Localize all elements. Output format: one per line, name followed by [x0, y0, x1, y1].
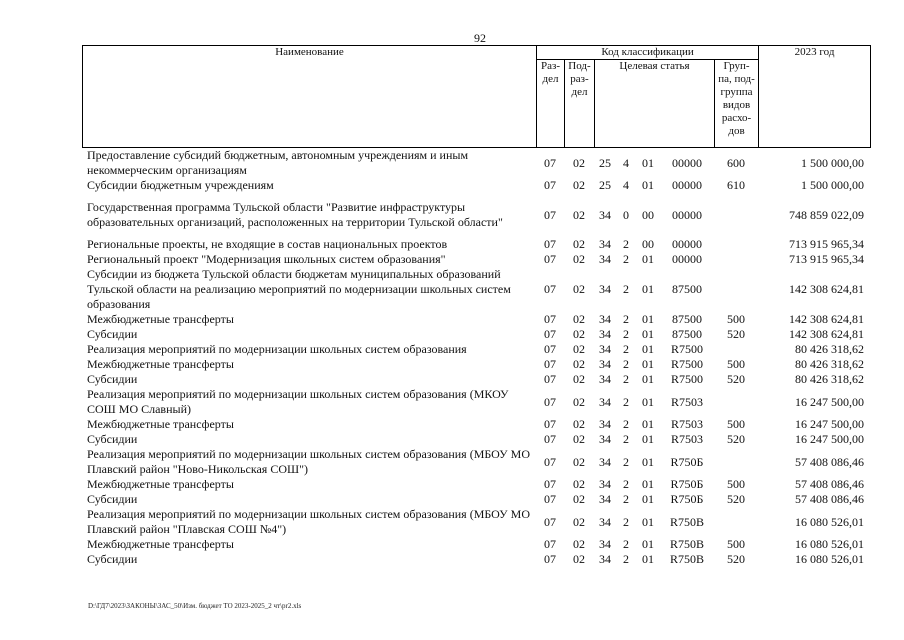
header-podrazdel: Под- раз- дел: [565, 60, 595, 148]
cell-pr: 02: [573, 312, 585, 326]
cell-c1: 25: [599, 155, 611, 170]
cell-pr: 02: [573, 357, 585, 371]
cell-pr: 02: [573, 514, 585, 529]
cell-c4: R750Б: [670, 492, 704, 506]
cell-c4: 00000: [672, 155, 702, 170]
cell-c4: R7500: [670, 372, 703, 386]
table-header: [82, 45, 871, 148]
cell-sum: 57 408 086,46: [795, 492, 864, 506]
cell-vr: 500: [727, 357, 745, 371]
cell-vr: 600: [727, 155, 745, 170]
cell-sum: 142 308 624,81: [789, 312, 864, 326]
cell-c1: 34: [599, 207, 611, 222]
cell-c3: 01: [642, 417, 654, 431]
cell-sum: 713 915 965,34: [789, 237, 864, 251]
cell-c4: R7500: [670, 342, 703, 356]
cell-c3: 01: [642, 342, 654, 356]
cell-c1: 34: [599, 432, 611, 446]
cell-c2: 0: [623, 207, 629, 222]
cell-name: Реализация мероприятий по модернизации школьных систем образования: [87, 342, 467, 356]
cell-vr: 500: [727, 417, 745, 431]
cell-c3: 01: [642, 282, 654, 296]
cell-c3: 00: [642, 237, 654, 251]
cell-pr: 02: [573, 282, 585, 296]
table-row: [82, 357, 870, 372]
cell-name: Межбюджетные трансферты: [87, 312, 234, 326]
cell-c1: 34: [599, 552, 611, 566]
cell-c2: 4: [623, 155, 629, 170]
cell-c3: 01: [642, 372, 654, 386]
cell-c4: 00000: [672, 207, 702, 222]
cell-rz: 07: [544, 432, 556, 446]
table-row: [82, 312, 870, 327]
cell-c3: 01: [642, 327, 654, 341]
cell-c3: 01: [642, 312, 654, 326]
cell-pr: 02: [573, 155, 585, 170]
cell-vr: 520: [727, 432, 745, 446]
table-row: [82, 193, 870, 237]
table-row: [82, 417, 870, 432]
table-row: [82, 537, 870, 552]
cell-c3: 01: [642, 454, 654, 469]
cell-vr: 500: [727, 477, 745, 491]
cell-sum: 16 247 500,00: [795, 417, 864, 431]
cell-c3: 00: [642, 207, 654, 222]
cell-pr: 02: [573, 537, 585, 551]
cell-c4: 87500: [672, 282, 702, 296]
cell-c1: 34: [599, 342, 611, 356]
cell-name: Региональный проект "Модернизация школьных систем образования": [87, 252, 446, 266]
cell-pr: 02: [573, 237, 585, 251]
cell-c4: R750Б: [670, 477, 704, 491]
cell-rz: 07: [544, 537, 556, 551]
cell-c4: R750В: [669, 514, 704, 529]
cell-c4: R7500: [670, 357, 703, 371]
cell-pr: 02: [573, 417, 585, 431]
cell-c1: 34: [599, 312, 611, 326]
cell-c2: 2: [623, 537, 629, 551]
cell-name: Субсидии: [87, 432, 138, 446]
cell-vr: 520: [727, 327, 745, 341]
cell-name: Региональные проекты, не входящие в состав национальных проектов: [87, 237, 448, 251]
cell-c2: 2: [623, 552, 629, 566]
table-row: [82, 178, 870, 193]
cell-c1: 34: [599, 282, 611, 296]
cell-pr: 02: [573, 477, 585, 491]
cell-c1: 25: [599, 178, 611, 192]
cell-rz: 07: [544, 342, 556, 356]
header-target: Целевая статья: [595, 60, 715, 148]
cell-sum: 80 426 318,62: [795, 342, 864, 356]
cell-rz: 07: [544, 357, 556, 371]
cell-c2: 2: [623, 394, 629, 409]
table-row: [82, 267, 870, 312]
cell-rz: 07: [544, 492, 556, 506]
cell-rz: 07: [544, 552, 556, 566]
cell-c2: 2: [623, 454, 629, 469]
cell-rz: 07: [544, 372, 556, 386]
cell-vr: [714, 342, 758, 357]
cell-vr: 500: [727, 312, 745, 326]
cell-name: Субсидии: [87, 552, 138, 566]
cell-rz: 07: [544, 454, 556, 469]
cell-pr: 02: [573, 342, 585, 356]
cell-c1: 34: [599, 394, 611, 409]
file-path-footer: D:\ГД7\2023\ЗАКОНЫ\ЗАС_50\Изм. бюджет ТО 2023-2025_2 чт\pr2.xls: [88, 602, 302, 610]
cell-c4: 00000: [672, 237, 702, 251]
page-number: 92: [474, 31, 486, 45]
cell-pr: 02: [573, 432, 585, 446]
table-row: [82, 148, 870, 178]
cell-name: Субсидии бюджетным учреждениям: [87, 178, 274, 192]
header-name: Наименование: [83, 46, 537, 148]
cell-c2: 2: [623, 477, 629, 491]
cell-rz: 07: [544, 155, 556, 170]
cell-c1: 34: [599, 492, 611, 506]
cell-sum: 57 408 086,46: [795, 477, 864, 491]
cell-c1: 34: [599, 454, 611, 469]
cell-c3: 01: [642, 357, 654, 371]
cell-c2: 2: [623, 417, 629, 431]
cell-name: Межбюджетные трансферты: [87, 537, 234, 551]
cell-sum: 80 426 318,62: [795, 357, 864, 371]
cell-rz: 07: [544, 282, 556, 296]
cell-vr: 500: [727, 537, 745, 551]
cell-rz: 07: [544, 477, 556, 491]
cell-rz: 07: [544, 207, 556, 222]
cell-sum: 142 308 624,81: [789, 282, 864, 296]
cell-vr: [714, 193, 758, 237]
cell-c3: 01: [642, 477, 654, 491]
cell-c4: R750Б: [670, 454, 704, 469]
cell-c1: 34: [599, 357, 611, 371]
cell-rz: 07: [544, 514, 556, 529]
cell-sum: 57 408 086,46: [795, 454, 864, 469]
cell-c3: 01: [642, 552, 654, 566]
cell-name: Межбюджетные трансферты: [87, 417, 234, 431]
cell-c2: 2: [623, 252, 629, 266]
cell-c2: 2: [623, 492, 629, 506]
cell-c3: 01: [642, 492, 654, 506]
cell-pr: 02: [573, 372, 585, 386]
table-row: [82, 492, 870, 507]
table-row: [82, 372, 870, 387]
cell-pr: 02: [573, 492, 585, 506]
cell-rz: 07: [544, 327, 556, 341]
cell-c1: 34: [599, 537, 611, 551]
cell-sum: 16 247 500,00: [795, 432, 864, 446]
cell-pr: 02: [573, 394, 585, 409]
cell-c3: 01: [642, 432, 654, 446]
cell-c1: 34: [599, 372, 611, 386]
cell-rz: 07: [544, 237, 556, 251]
cell-c1: 34: [599, 514, 611, 529]
cell-name: Реализация мероприятий по модернизации школьных систем образования (МБОУ МО Плавский район "Ново-Никольская СОШ"): [87, 447, 530, 476]
cell-c4: R7503: [670, 394, 703, 409]
cell-sum: 16 080 526,01: [795, 514, 864, 529]
cell-c2: 2: [623, 357, 629, 371]
table-row: [82, 552, 870, 567]
cell-c4: 00000: [672, 252, 702, 266]
cell-c2: 2: [623, 237, 629, 251]
cell-c3: 01: [642, 537, 654, 551]
table-row: [82, 447, 870, 477]
table-row: [82, 432, 870, 447]
table-row: [82, 477, 870, 492]
cell-c2: 2: [623, 282, 629, 296]
cell-c4: 00000: [672, 178, 702, 192]
table-row: [82, 507, 870, 537]
cell-sum: 16 247 500,00: [795, 394, 864, 409]
cell-vr: 520: [727, 492, 745, 506]
cell-c1: 34: [599, 417, 611, 431]
cell-vr: 610: [727, 178, 745, 192]
header-group: Груп- па, под- группа видов расхо- дов: [715, 60, 759, 148]
table-row: [82, 237, 870, 252]
cell-vr: 520: [727, 552, 745, 566]
cell-name: Субсидии из бюджета Тульской области бюджетам муниципальных образований Тульской области на реализацию мероприятий по модернизации школьных систем образования: [87, 267, 511, 311]
cell-vr: [714, 267, 758, 312]
table-row: [82, 252, 870, 267]
cell-pr: 02: [573, 207, 585, 222]
cell-c3: 01: [642, 252, 654, 266]
cell-c2: 2: [623, 327, 629, 341]
cell-pr: 02: [573, 327, 585, 341]
cell-c3: 01: [642, 178, 654, 192]
cell-rz: 07: [544, 312, 556, 326]
cell-c2: 2: [623, 372, 629, 386]
header-code-group: Код классификации: [537, 46, 759, 60]
cell-sum: 80 426 318,62: [795, 372, 864, 386]
table-row: [82, 387, 870, 417]
cell-c4: R7503: [670, 417, 703, 431]
cell-c2: 2: [623, 514, 629, 529]
cell-c4: 87500: [672, 312, 702, 326]
cell-rz: 07: [544, 394, 556, 409]
cell-rz: 07: [544, 417, 556, 431]
cell-c3: 01: [642, 155, 654, 170]
cell-pr: 02: [573, 178, 585, 192]
cell-rz: 07: [544, 252, 556, 266]
cell-name: Реализация мероприятий по модернизации школьных систем образования (МБОУ МО Плавский район "Плавская СОШ №4"): [87, 507, 530, 536]
cell-c1: 34: [599, 252, 611, 266]
cell-name: Субсидии: [87, 372, 138, 386]
cell-c2: 2: [623, 432, 629, 446]
cell-name: Предоставление субсидий бюджетным, автономным учреждениям и иным некоммерческим организациям: [87, 148, 469, 177]
cell-c1: 34: [599, 327, 611, 341]
cell-c2: 4: [623, 178, 629, 192]
header-year: 2023 год: [759, 46, 871, 148]
cell-c1: 34: [599, 477, 611, 491]
cell-c3: 01: [642, 514, 654, 529]
cell-c4: 87500: [672, 327, 702, 341]
cell-sum: 1 500 000,00: [801, 155, 864, 170]
cell-sum: 16 080 526,01: [795, 552, 864, 566]
cell-c4: R7503: [670, 432, 703, 446]
cell-name: Межбюджетные трансферты: [87, 357, 234, 371]
cell-pr: 02: [573, 552, 585, 566]
table-row: [82, 327, 870, 342]
cell-c2: 2: [623, 312, 629, 326]
cell-name: Межбюджетные трансферты: [87, 477, 234, 491]
cell-c4: R750В: [669, 537, 704, 551]
cell-sum: 713 915 965,34: [789, 252, 864, 266]
cell-pr: 02: [573, 252, 585, 266]
cell-name: Реализация мероприятий по модернизации школьных систем образования (МКОУ СОШ МО Славный): [87, 387, 509, 416]
budget-table: [82, 148, 870, 567]
cell-vr: [714, 252, 758, 267]
cell-name: Субсидии: [87, 492, 138, 506]
cell-vr: [714, 387, 758, 417]
cell-sum: 748 859 022,09: [789, 207, 864, 222]
cell-sum: 142 308 624,81: [789, 327, 864, 341]
cell-pr: 02: [573, 454, 585, 469]
cell-name: Государственная программа Тульской области "Развитие инфраструктуры образовательных организаций, расположенных на территории Тульской области": [87, 200, 503, 229]
cell-vr: [714, 237, 758, 252]
cell-vr: 520: [727, 372, 745, 386]
cell-c3: 01: [642, 394, 654, 409]
cell-sum: 16 080 526,01: [795, 537, 864, 551]
cell-c2: 2: [623, 342, 629, 356]
header-razdel: Раз- дел: [537, 60, 565, 148]
table-row: [82, 342, 870, 357]
cell-c1: 34: [599, 237, 611, 251]
cell-vr: [714, 507, 758, 537]
cell-vr: [714, 447, 758, 477]
cell-c4: R750В: [669, 552, 704, 566]
cell-name: Субсидии: [87, 327, 138, 341]
cell-rz: 07: [544, 178, 556, 192]
cell-sum: 1 500 000,00: [801, 178, 864, 192]
